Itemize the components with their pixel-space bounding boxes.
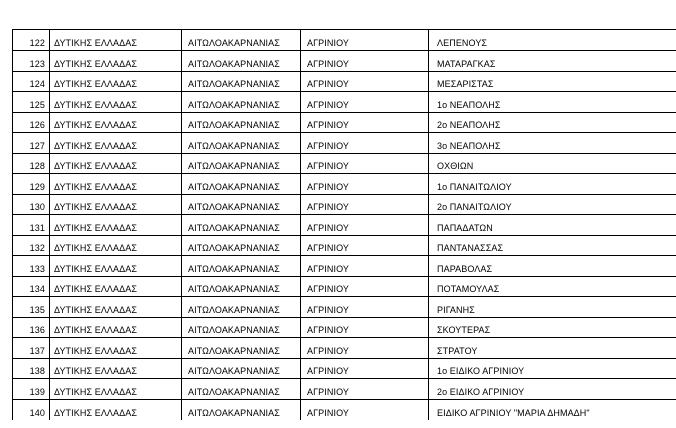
schools-table-body	[13, 30, 676, 420]
region-cell: ΔΥΤΙΚΗΣ ΕΛΛΑΔΑΣ	[50, 194, 182, 215]
school-name-cell: ΡΙΓΑΝΗΣ	[429, 297, 676, 318]
regional-unit-cell: ΑΙΤΩΛΟΑΚΑΡΝΑΝΙΑΣ	[182, 399, 301, 420]
row-number-cell: 136	[13, 317, 50, 338]
row-number-cell: 129	[13, 174, 50, 195]
directorate-cell: ΑΓΡΙΝΙΟΥ	[301, 71, 429, 92]
directorate-cell: ΑΓΡΙΝΙΟΥ	[301, 30, 429, 51]
regional-unit-cell: ΑΙΤΩΛΟΑΚΑΡΝΑΝΙΑΣ	[182, 153, 301, 174]
school-name-cell: ΟΧΘΙΩΝ	[429, 153, 676, 174]
table-row	[13, 174, 676, 195]
region-cell: ΔΥΤΙΚΗΣ ΕΛΛΑΔΑΣ	[50, 215, 182, 236]
region-cell: ΔΥΤΙΚΗΣ ΕΛΛΑΔΑΣ	[50, 317, 182, 338]
row-number-cell: 123	[13, 51, 50, 72]
school-name-cell: ΣΚΟΥΤΕΡΑΣ	[429, 317, 676, 338]
directorate-cell: ΑΓΡΙΝΙΟΥ	[301, 215, 429, 236]
region-cell: ΔΥΤΙΚΗΣ ΕΛΛΑΔΑΣ	[50, 112, 182, 133]
regional-unit-cell: ΑΙΤΩΛΟΑΚΑΡΝΑΝΙΑΣ	[182, 297, 301, 318]
table-row	[13, 51, 676, 72]
table-row	[13, 338, 676, 359]
row-number-cell: 128	[13, 153, 50, 174]
directorate-cell: ΑΓΡΙΝΙΟΥ	[301, 338, 429, 359]
region-cell: ΔΥΤΙΚΗΣ ΕΛΛΑΔΑΣ	[50, 338, 182, 359]
directorate-cell: ΑΓΡΙΝΙΟΥ	[301, 379, 429, 400]
directorate-cell: ΑΓΡΙΝΙΟΥ	[301, 235, 429, 256]
regional-unit-cell: ΑΙΤΩΛΟΑΚΑΡΝΑΝΙΑΣ	[182, 30, 301, 51]
directorate-cell: ΑΓΡΙΝΙΟΥ	[301, 51, 429, 72]
regional-unit-cell: ΑΙΤΩΛΟΑΚΑΡΝΑΝΙΑΣ	[182, 358, 301, 379]
regional-unit-cell: ΑΙΤΩΛΟΑΚΑΡΝΑΝΙΑΣ	[182, 235, 301, 256]
row-number-cell: 127	[13, 133, 50, 154]
school-name-cell: ΜΕΣΑΡΙΣΤΑΣ	[429, 71, 676, 92]
regional-unit-cell: ΑΙΤΩΛΟΑΚΑΡΝΑΝΙΑΣ	[182, 338, 301, 359]
regional-unit-cell: ΑΙΤΩΛΟΑΚΑΡΝΑΝΙΑΣ	[182, 317, 301, 338]
table-row	[13, 297, 676, 318]
table-row	[13, 153, 676, 174]
regional-unit-cell: ΑΙΤΩΛΟΑΚΑΡΝΑΝΙΑΣ	[182, 215, 301, 236]
region-cell: ΔΥΤΙΚΗΣ ΕΛΛΑΔΑΣ	[50, 358, 182, 379]
regional-unit-cell: ΑΙΤΩΛΟΑΚΑΡΝΑΝΙΑΣ	[182, 256, 301, 277]
school-name-cell: ΠΑΡΑΒΟΛΑΣ	[429, 256, 676, 277]
directorate-cell: ΑΓΡΙΝΙΟΥ	[301, 276, 429, 297]
directorate-cell: ΑΓΡΙΝΙΟΥ	[301, 153, 429, 174]
school-name-cell: ΛΕΠΕΝΟΥΣ	[429, 30, 676, 51]
directorate-cell: ΑΓΡΙΝΙΟΥ	[301, 256, 429, 277]
directorate-cell: ΑΓΡΙΝΙΟΥ	[301, 358, 429, 379]
table-row	[13, 317, 676, 338]
school-name-cell: 1ο ΝΕΑΠΟΛΗΣ	[429, 92, 676, 113]
directorate-cell: ΑΓΡΙΝΙΟΥ	[301, 133, 429, 154]
row-number-cell: 130	[13, 194, 50, 215]
row-number-cell: 139	[13, 379, 50, 400]
row-number-cell: 133	[13, 256, 50, 277]
regional-unit-cell: ΑΙΤΩΛΟΑΚΑΡΝΑΝΙΑΣ	[182, 92, 301, 113]
row-number-cell: 122	[13, 30, 50, 51]
regional-unit-cell: ΑΙΤΩΛΟΑΚΑΡΝΑΝΙΑΣ	[182, 276, 301, 297]
directorate-cell: ΑΓΡΙΝΙΟΥ	[301, 399, 429, 420]
row-number-cell: 126	[13, 112, 50, 133]
school-name-cell: 2ο ΠΑΝΑΙΤΩΛΙΟΥ	[429, 194, 676, 215]
row-number-cell: 134	[13, 276, 50, 297]
row-number-cell: 124	[13, 71, 50, 92]
regional-unit-cell: ΑΙΤΩΛΟΑΚΑΡΝΑΝΙΑΣ	[182, 71, 301, 92]
region-cell: ΔΥΤΙΚΗΣ ΕΛΛΑΔΑΣ	[50, 297, 182, 318]
directorate-cell: ΑΓΡΙΝΙΟΥ	[301, 317, 429, 338]
table-row	[13, 194, 676, 215]
region-cell: ΔΥΤΙΚΗΣ ΕΛΛΑΔΑΣ	[50, 235, 182, 256]
region-cell: ΔΥΤΙΚΗΣ ΕΛΛΑΔΑΣ	[50, 276, 182, 297]
school-name-cell: ΕΙΔΙΚΟ ΑΓΡΙΝΙΟΥ "ΜΑΡΙΑ ΔΗΜΑΔΗ"	[429, 399, 676, 420]
table-row	[13, 358, 676, 379]
region-cell: ΔΥΤΙΚΗΣ ΕΛΛΑΔΑΣ	[50, 30, 182, 51]
regional-unit-cell: ΑΙΤΩΛΟΑΚΑΡΝΑΝΙΑΣ	[182, 112, 301, 133]
table-row	[13, 399, 676, 420]
region-cell: ΔΥΤΙΚΗΣ ΕΛΛΑΔΑΣ	[50, 92, 182, 113]
row-number-cell: 131	[13, 215, 50, 236]
regional-unit-cell: ΑΙΤΩΛΟΑΚΑΡΝΑΝΙΑΣ	[182, 51, 301, 72]
table-row	[13, 276, 676, 297]
directorate-cell: ΑΓΡΙΝΙΟΥ	[301, 194, 429, 215]
table-row	[13, 235, 676, 256]
school-name-cell: 3ο ΝΕΑΠΟΛΗΣ	[429, 133, 676, 154]
school-name-cell: ΠΟΤΑΜΟΥΛΑΣ	[429, 276, 676, 297]
row-number-cell: 125	[13, 92, 50, 113]
directorate-cell: ΑΓΡΙΝΙΟΥ	[301, 92, 429, 113]
table-row	[13, 256, 676, 277]
row-number-cell: 137	[13, 338, 50, 359]
regional-unit-cell: ΑΙΤΩΛΟΑΚΑΡΝΑΝΙΑΣ	[182, 133, 301, 154]
school-name-cell: 1ο ΠΑΝΑΙΤΩΛΙΟΥ	[429, 174, 676, 195]
region-cell: ΔΥΤΙΚΗΣ ΕΛΛΑΔΑΣ	[50, 71, 182, 92]
row-number-cell: 132	[13, 235, 50, 256]
table-row	[13, 215, 676, 236]
directorate-cell: ΑΓΡΙΝΙΟΥ	[301, 174, 429, 195]
table-row	[13, 112, 676, 133]
school-name-cell: ΜΑΤΑΡΑΓΚΑΣ	[429, 51, 676, 72]
school-name-cell: ΣΤΡΑΤΟΥ	[429, 338, 676, 359]
row-number-cell: 138	[13, 358, 50, 379]
region-cell: ΔΥΤΙΚΗΣ ΕΛΛΑΔΑΣ	[50, 51, 182, 72]
school-name-cell: 2ο ΕΙΔΙΚΟ ΑΓΡΙΝΙΟΥ	[429, 379, 676, 400]
region-cell: ΔΥΤΙΚΗΣ ΕΛΛΑΔΑΣ	[50, 399, 182, 420]
table-row	[13, 30, 676, 51]
region-cell: ΔΥΤΙΚΗΣ ΕΛΛΑΔΑΣ	[50, 133, 182, 154]
schools-table	[12, 30, 676, 420]
school-name-cell: 2ο ΝΕΑΠΟΛΗΣ	[429, 112, 676, 133]
directorate-cell: ΑΓΡΙΝΙΟΥ	[301, 297, 429, 318]
table-row	[13, 92, 676, 113]
school-name-cell: 1ο ΕΙΔΙΚΟ ΑΓΡΙΝΙΟΥ	[429, 358, 676, 379]
table-row	[13, 133, 676, 154]
regional-unit-cell: ΑΙΤΩΛΟΑΚΑΡΝΑΝΙΑΣ	[182, 194, 301, 215]
row-number-cell: 140	[13, 399, 50, 420]
regional-unit-cell: ΑΙΤΩΛΟΑΚΑΡΝΑΝΙΑΣ	[182, 174, 301, 195]
table-row	[13, 379, 676, 400]
region-cell: ΔΥΤΙΚΗΣ ΕΛΛΑΔΑΣ	[50, 174, 182, 195]
regional-unit-cell: ΑΙΤΩΛΟΑΚΑΡΝΑΝΙΑΣ	[182, 379, 301, 400]
directorate-cell: ΑΓΡΙΝΙΟΥ	[301, 112, 429, 133]
region-cell: ΔΥΤΙΚΗΣ ΕΛΛΑΔΑΣ	[50, 256, 182, 277]
school-name-cell: ΠΑΠΑΔΑΤΩΝ	[429, 215, 676, 236]
schools-table-sheet	[12, 29, 676, 420]
region-cell: ΔΥΤΙΚΗΣ ΕΛΛΑΔΑΣ	[50, 379, 182, 400]
row-number-cell: 135	[13, 297, 50, 318]
school-name-cell: ΠΑΝΤΑΝΑΣΣΑΣ	[429, 235, 676, 256]
table-row	[13, 71, 676, 92]
region-cell: ΔΥΤΙΚΗΣ ΕΛΛΑΔΑΣ	[50, 153, 182, 174]
